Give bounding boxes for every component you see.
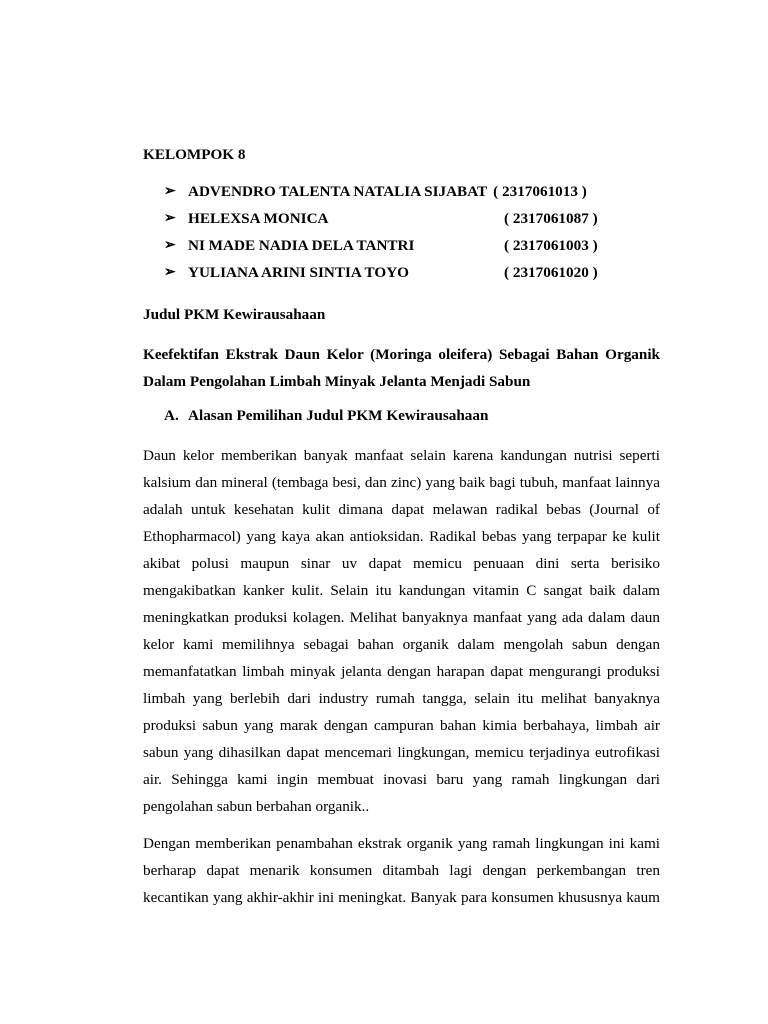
section-title: Alasan Pemilihan Judul PKM Kewirausahaan <box>188 407 489 424</box>
section-letter: A. <box>164 407 179 424</box>
member-list <box>143 181 660 289</box>
member-nim: ( 2317061020 ) <box>504 264 598 281</box>
arrow-bullet-icon: ➢ <box>164 211 176 226</box>
member-name: HELEXSA MONICA <box>188 210 329 227</box>
member-name: YULIANA ARINI SINTIA TOYO <box>188 264 409 281</box>
member-name: NI MADE NADIA DELA TANTRI <box>188 237 415 254</box>
member-item <box>143 262 660 289</box>
member-item <box>143 181 660 208</box>
judul-heading: Judul PKM Kewirausahaan <box>143 306 326 323</box>
member-nim: ( 2317061087 ) <box>504 210 598 227</box>
member-nim: ( 2317061013 ) <box>493 183 587 200</box>
document-content <box>143 144 660 921</box>
arrow-bullet-icon: ➢ <box>164 238 176 253</box>
arrow-bullet-icon: ➢ <box>164 184 176 199</box>
section-a-heading <box>164 405 660 427</box>
arrow-bullet-icon: ➢ <box>164 265 176 280</box>
judul-title: Keefektifan Ekstrak Daun Kelor (Moringa oleifera) Sebagai Bahan Organik Dalam Pengolahan Limbah Minyak Jelanta Menjadi Sabun <box>143 346 660 390</box>
body-paragraph: Dengan memberikan penambahan ekstrak organik yang ramah lingkungan ini kami berharap dapat menarik konsumen ditambah lagi dengan perkembangan tren kecantikan yang akhir-akhir ini meningkat. Banyak para konsumen khususnya kaum <box>143 835 660 906</box>
member-name: ADVENDRO TALENTA NATALIA SIJABAT ( 2317061013 ) <box>188 183 587 200</box>
member-item <box>143 208 660 235</box>
member-item <box>143 235 660 262</box>
body-paragraph: Daun kelor memberikan banyak manfaat selain karena kandungan nutrisi seperti kalsium dan mineral (tembaga besi, dan zinc) yang baik bagi tubuh, manfaat lainnya adalah untuk kesehatan kulit dimana dapat melawan radikal bebas (Journal of Ethopharmacol) yang kaya akan antioksidan. Radikal bebas yang terpapar ke kulit akibat polusi maupun sinar uv dapat memicu penuaan dini serta berisiko mengakibatkan kanker kulit. Selain itu kandungan vitamin C sangat baik dalam meningkatkan produksi kolagen. Melihat banyaknya manfaat yang ada dalam daun kelor kami memilihnya sebagai bahan organik dalam mengolah sabun dengan memanfatatkan limbah minyak jelanta dengan harapan dapat mengurangi produksi limbah yang berlebih dari industry rumah tangga, selain itu melihat banyaknya produksi sabun yang marak dengan campuran bahan kimia berbahaya, limbah air sabun yang dihasilkan dapat mencemari lingkungan, memicu terjadinya eutrofikasi air. Sehingga kami ingin membuat inovasi baru yang ramah lingkungan dari pengolahan sabun berbahan organik.. <box>143 447 660 815</box>
member-nim: ( 2317061003 ) <box>504 237 598 254</box>
group-title: KELOMPOK 8 <box>143 146 246 163</box>
